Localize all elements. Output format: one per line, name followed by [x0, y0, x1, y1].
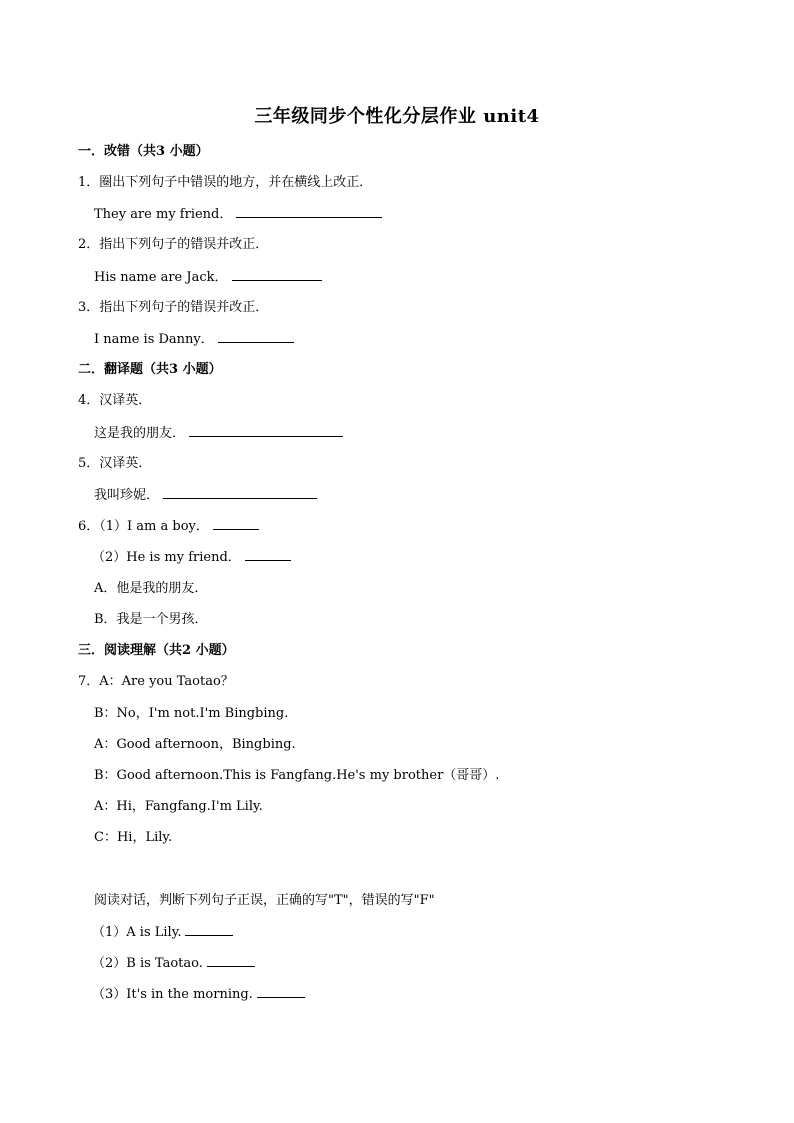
- question-6-item-2: [92, 548, 291, 567]
- question-7-item-2-blank[interactable]: [207, 954, 255, 967]
- question-7-item-3-blank[interactable]: [257, 985, 305, 998]
- question-7-item-3: [92, 985, 305, 1004]
- dialogue-line: 7．A：Are you Taotao？: [78, 674, 234, 689]
- section-heading-2: 二．翻译题（共3 小题）: [78, 362, 222, 377]
- dialogue-line: A：Hi，Fangfang.I'm Lily.: [94, 799, 263, 814]
- dialogue-line: A：Good afternoon，Bingbing.: [94, 737, 296, 752]
- dialogue-line: B：No，I'm not.I'm Bingbing.: [94, 706, 289, 721]
- question-6-option-a: A．他是我的朋友．: [94, 581, 208, 596]
- question-5-answer-blank[interactable]: [163, 486, 317, 499]
- question-7-item-1-blank[interactable]: [185, 923, 233, 936]
- question-6-item-2-text: （2）He is my friend．: [92, 550, 241, 565]
- question-3-sentence: [94, 330, 294, 349]
- question-4-sentence: [94, 424, 343, 443]
- question-7-item-2-text: （2）B is Taotao.: [92, 956, 203, 971]
- question-7-instruction: 阅读对话，判断下列句子正误，正确的写"T"，错误的写"F": [94, 893, 435, 908]
- question-4-answer-blank[interactable]: [189, 424, 343, 437]
- question-2-stem: 2．指出下列句子的错误并改正．: [78, 237, 269, 252]
- question-7-item-1-text: （1）A is Lily.: [92, 925, 182, 940]
- question-7-item-3-text: （3）It's in the morning.: [92, 987, 253, 1002]
- dialogue-line: B：Good afternoon.This is Fangfang.He's my brother（哥哥）.: [94, 768, 500, 783]
- question-3-text: I name is Danny．: [94, 332, 214, 347]
- question-1-stem: 1．圈出下列句子中错误的地方，并在横线上改正．: [78, 175, 373, 190]
- dialogue-line: C：Hi，Lily.: [94, 830, 173, 845]
- question-4-stem: 4．汉译英．: [78, 393, 152, 408]
- question-6-item-1-text: 6．（1）I am a boy．: [78, 519, 209, 534]
- question-3-answer-blank[interactable]: [218, 330, 294, 343]
- question-5-sentence: [94, 486, 317, 505]
- question-6-item-2-blank[interactable]: [245, 548, 291, 561]
- question-5-text: 我叫珍妮．: [94, 488, 160, 503]
- question-6-option-b: B．我是一个男孩．: [94, 612, 208, 627]
- question-4-text: 这是我的朋友．: [94, 426, 186, 441]
- question-6-item-1-blank[interactable]: [213, 517, 259, 530]
- question-2-answer-blank[interactable]: [232, 268, 322, 281]
- question-5-stem: 5．汉译英．: [78, 456, 152, 471]
- question-7-item-2: [92, 954, 255, 973]
- question-2-text: His name are Jack．: [94, 270, 228, 285]
- question-3-stem: 3．指出下列句子的错误并改正．: [78, 300, 269, 315]
- question-7-item-1: [92, 923, 233, 942]
- question-1-sentence: [94, 205, 382, 224]
- section-heading-1: 一．改错（共3 小题）: [78, 144, 209, 159]
- section-heading-3: 三．阅读理解（共2 小题）: [78, 643, 235, 658]
- page-title: 三年级同步个性化分层作业 unit4: [254, 106, 540, 127]
- question-1-answer-blank[interactable]: [236, 205, 382, 218]
- question-1-text: They are my friend．: [94, 207, 233, 222]
- question-6-item-1: [78, 517, 259, 536]
- question-2-sentence: [94, 268, 322, 287]
